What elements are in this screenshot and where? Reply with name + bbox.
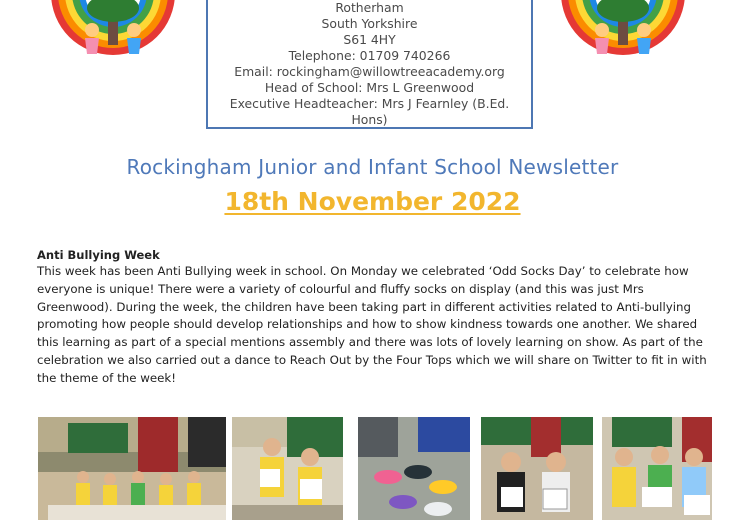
article-heading: Anti Bullying Week: [37, 248, 160, 262]
address-email: Email: rockingham@willowtreeacademy.org: [234, 64, 505, 79]
photo-odd-socks: [358, 417, 470, 520]
address-executive-head: Executive Headteacher: Mrs J Fearnley (B.Ed.: [229, 96, 510, 111]
photo-assembly: [38, 417, 226, 520]
newsletter-date: 18th November 2022: [224, 187, 521, 216]
photo-pupils-artwork: [602, 417, 712, 520]
newsletter-title: Rockingham Junior and Infant School Newsletter: [126, 155, 619, 179]
photo-children-with-pictures: [481, 417, 593, 520]
school-logo-left: [42, 0, 184, 56]
address-executive-head-cont: Hons): [351, 112, 388, 127]
address-town: Rotherham: [335, 0, 404, 15]
school-logo-right: [552, 0, 694, 56]
photo-pupils-with-poster: [232, 417, 343, 520]
article-anti-bullying: [37, 247, 717, 388]
address-telephone: Telephone: 01709 740266: [288, 48, 451, 63]
address-county: South Yorkshire: [321, 16, 418, 31]
article-body: This week has been Anti Bullying week in school. On Monday we celebrated ‘Odd Socks Day’ to celebrate how everyone is unique! There were a variety of colourful and fluffy socks on display (and this was just Mrs Greenwood). During the week, the children have been taking part in different activities related to Anti-bullying promoting how people should develop relationships and how to show kindness towards one another. We shared this learning as part of a special mentions assembly and there was lots of lovely learning on show. As part of the celebration we also carried out a dance to Reach Out by the Four Tops which we will share on Twitter to fit in with the theme of the week!: [37, 264, 707, 385]
school-address-box: [206, 0, 533, 129]
address-head: Head of School: Mrs L Greenwood: [264, 80, 475, 95]
address-postcode: S61 4HY: [343, 32, 396, 47]
